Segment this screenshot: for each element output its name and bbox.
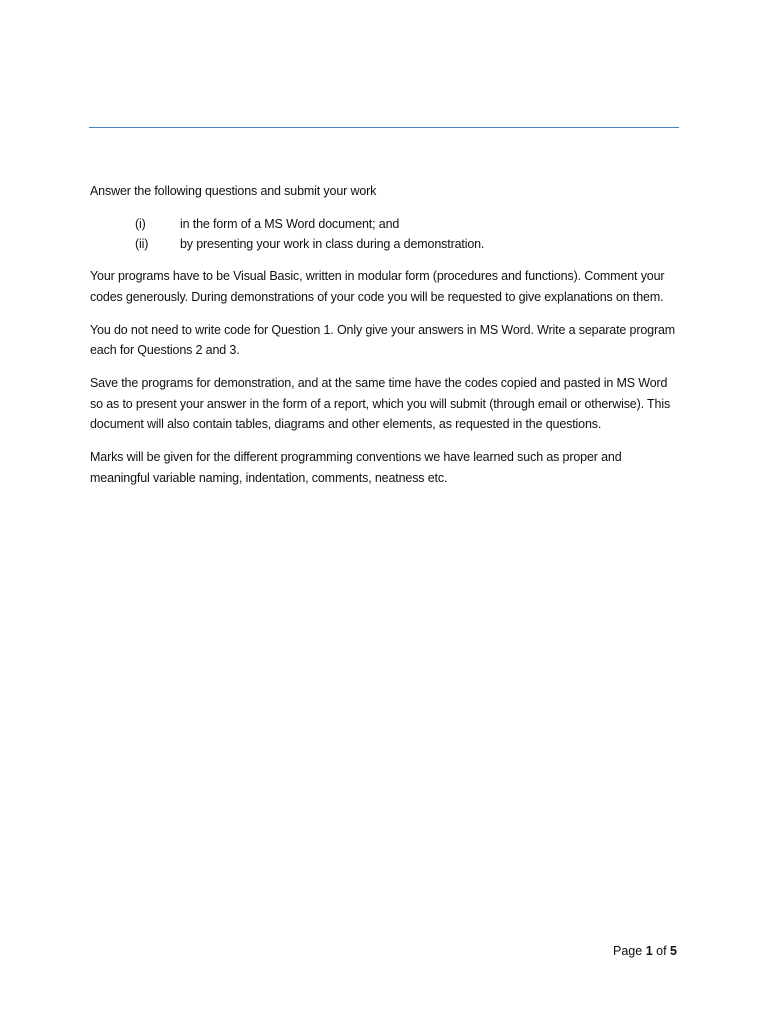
list-item — [90, 214, 680, 234]
programs-paragraph: Your programs have to be Visual Basic, written in modular form (procedures and functions). Comment your codes generously. During demonstrations of your code you will be requested to give explanations on them. — [90, 269, 665, 304]
submission-list — [90, 214, 680, 254]
intro-paragraph: Answer the following questions and submit your work — [90, 184, 377, 198]
total-pages-number: 5 — [670, 944, 677, 958]
page-label: Page — [613, 944, 643, 958]
list-item-text: by presenting your work in class during a demonstration. — [180, 236, 485, 251]
list-marker: (ii) — [135, 236, 149, 251]
list-marker: (i) — [135, 216, 146, 231]
list-item — [90, 234, 680, 254]
question-one-paragraph: You do not need to write code for Question 1. Only give your answers in MS Word. Write a separate program each for Questions 2 and 3. — [90, 322, 676, 357]
of-label: of — [656, 944, 667, 958]
page-number — [613, 942, 677, 960]
marks-paragraph: Marks will be given for the different programming conventions we have learned such as proper and meaningful variable naming, indentation, comments, neatness etc. — [90, 450, 622, 485]
report-paragraph: Save the programs for demonstration, and at the same time have the codes copied and pasted in MS Word so as to present your answer in the form of a report, which you will submit (through email or otherwise). This document will also contain tables, diagrams and other elements, as requested in the questions. — [90, 376, 671, 431]
list-item-text: in the form of a MS Word document; and — [180, 216, 400, 231]
document-body — [90, 181, 680, 501]
current-page-number: 1 — [645, 944, 653, 958]
header-rule — [89, 127, 679, 128]
